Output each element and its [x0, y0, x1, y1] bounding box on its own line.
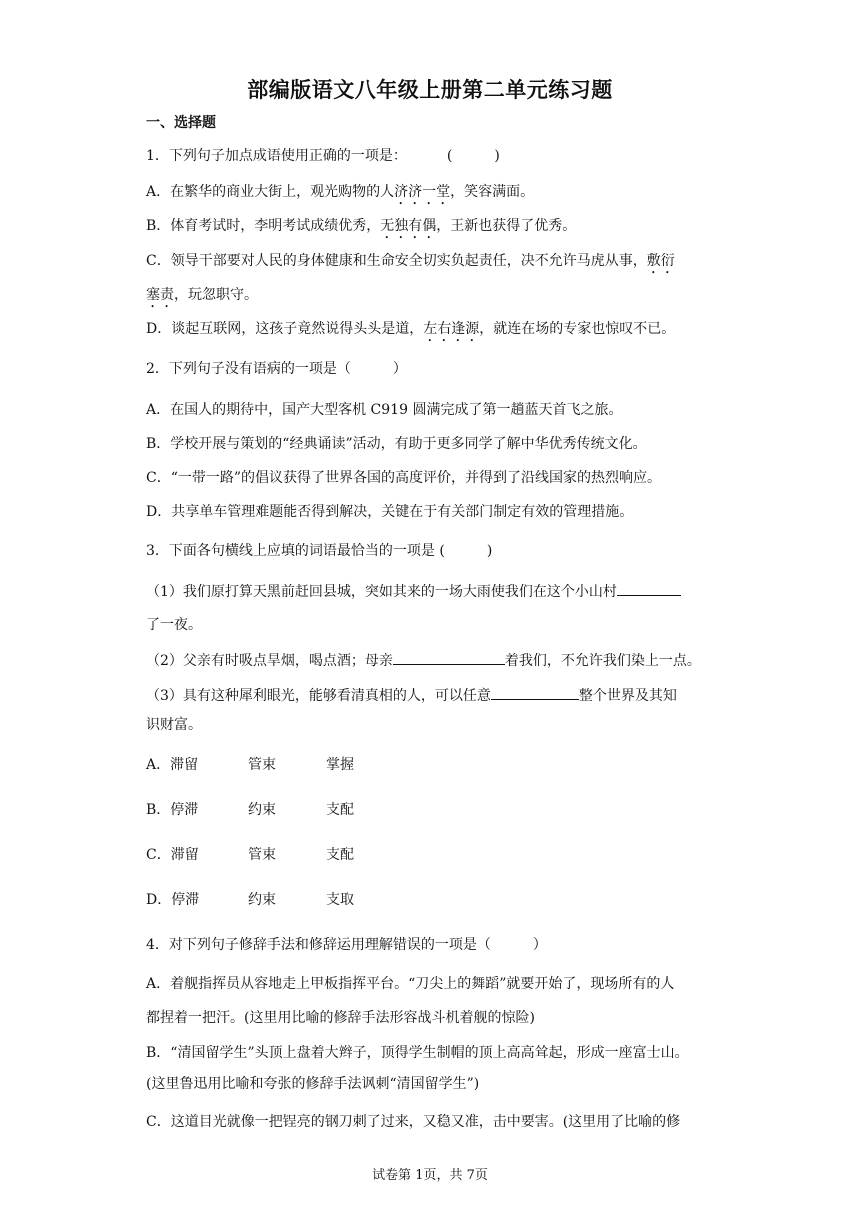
question-1-stem: 1．下列句子加点成语使用正确的一项是： ( ) — [146, 148, 500, 164]
question-3-sentence-2: （2）父亲有时吸点旱烟，喝点酒；母亲 着我们，不允许我们染上一点。 — [146, 650, 701, 671]
question-3-stem: 3．下面各句横线上应填的词语最恰当的一项是 ( ) — [146, 543, 493, 559]
question-4-option-b: B．“清国留学生”头顶上盘着大辫子，顶得学生制帽的顶上高高耸起，形成一座富士山。 — [146, 1045, 689, 1061]
question-1-option-a: A．在繁华的商业大街上，观光购物的人济济一堂，笑容满面。 — [146, 184, 535, 200]
question-4-option-c: C．这道目光就像一把锃亮的钢刀刺了过来，又稳又准，击中要害。(这里用了比喻的修 — [146, 1114, 681, 1130]
exam-title: 部编版语文八年级上册第二单元练习题 — [247, 78, 613, 102]
fill-blank[interactable] — [491, 685, 579, 700]
dotted-idiom: 塞责 — [146, 287, 174, 303]
dotted-idiom: 济济一堂 — [394, 184, 451, 200]
answer-paren: ( ) — [446, 148, 500, 164]
question-4-option-a-cont: 都捏着一把汗。(这里用比喻的修辞手法形容战斗机着舰的惊险) — [146, 1010, 535, 1026]
section-heading: 一、选择题 — [146, 115, 216, 131]
question-3-sentence-3-cont: 识财富。 — [146, 717, 202, 733]
dotted-idiom: 左右逢源 — [423, 321, 480, 337]
question-3-sentence-3: （3）具有这种犀利眼光，能够看清真相的人，可以任意 整个世界及其知 — [146, 685, 677, 706]
question-2-option-b: B．学校开展与策划的“经典诵读”活动，有助于更多同学了解中华优秀传统文化。 — [146, 436, 647, 452]
dotted-idiom: 敷衍 — [646, 253, 675, 269]
question-2-option-d: D．共享单车管理难题能否得到解决，关键在于有关部门制定有效的管理措施。 — [146, 504, 634, 520]
question-4-stem: 4．对下列句子修辞手法和修辞运用理解错误的一项是（ ） — [146, 937, 547, 953]
question-1-option-b: B．体育考试时，李明考试成绩优秀，无独有偶，王新也获得了优秀。 — [146, 218, 577, 234]
dotted-idiom: 无独有偶 — [380, 218, 437, 234]
page-footer: 试卷第 1页，共 7页 — [372, 1168, 488, 1183]
question-3-option-a: A．滞留 管束 掌握 — [146, 757, 354, 773]
question-3-sentence-1-cont: 了一夜。 — [146, 617, 202, 633]
question-4-option-a: A．着舰指挥员从容地走上甲板指挥平台。“刀尖上的舞蹈”就要开始了，现场所有的人 — [146, 976, 675, 992]
question-3-sentence-1: （1）我们原打算天黑前赶回县城，突如其来的一场大雨使我们在这个小山村 — [146, 581, 681, 602]
question-2-stem: 2．下列句子没有语病的一项是（ ） — [146, 361, 407, 377]
question-3-option-b: B．停滞 约束 支配 — [146, 802, 354, 818]
question-2-option-a: A．在国人的期待中，国产大型客机 C919 圆满完成了第一趟蓝天首飞之旅。 — [146, 402, 623, 418]
question-1-option-c: C．领导干部要对人民的身体健康和生命安全切实负起责任，决不允许马虎从事，敷衍 — [146, 253, 675, 269]
question-1-option-c-cont: 塞责，玩忽职守。 — [146, 287, 258, 303]
question-1-option-d: D．谈起互联网，这孩子竟然说得头头是道，左右逢源，就连在场的专家也惊叹不已。 — [146, 321, 676, 337]
question-3-option-d: D．停滞 约束 支取 — [146, 892, 354, 908]
fill-blank[interactable] — [617, 581, 681, 596]
question-4-option-b-cont: (这里鲁迅用比喻和夸张的修辞手法讽刺“清国留学生”) — [146, 1076, 480, 1092]
question-2-option-c: C．“一带一路”的倡议获得了世界各国的高度评价，并得到了沿线国家的热烈响应。 — [146, 470, 662, 486]
fill-blank[interactable] — [393, 650, 505, 665]
question-3-option-c: C．滞留 管束 支配 — [146, 847, 354, 863]
